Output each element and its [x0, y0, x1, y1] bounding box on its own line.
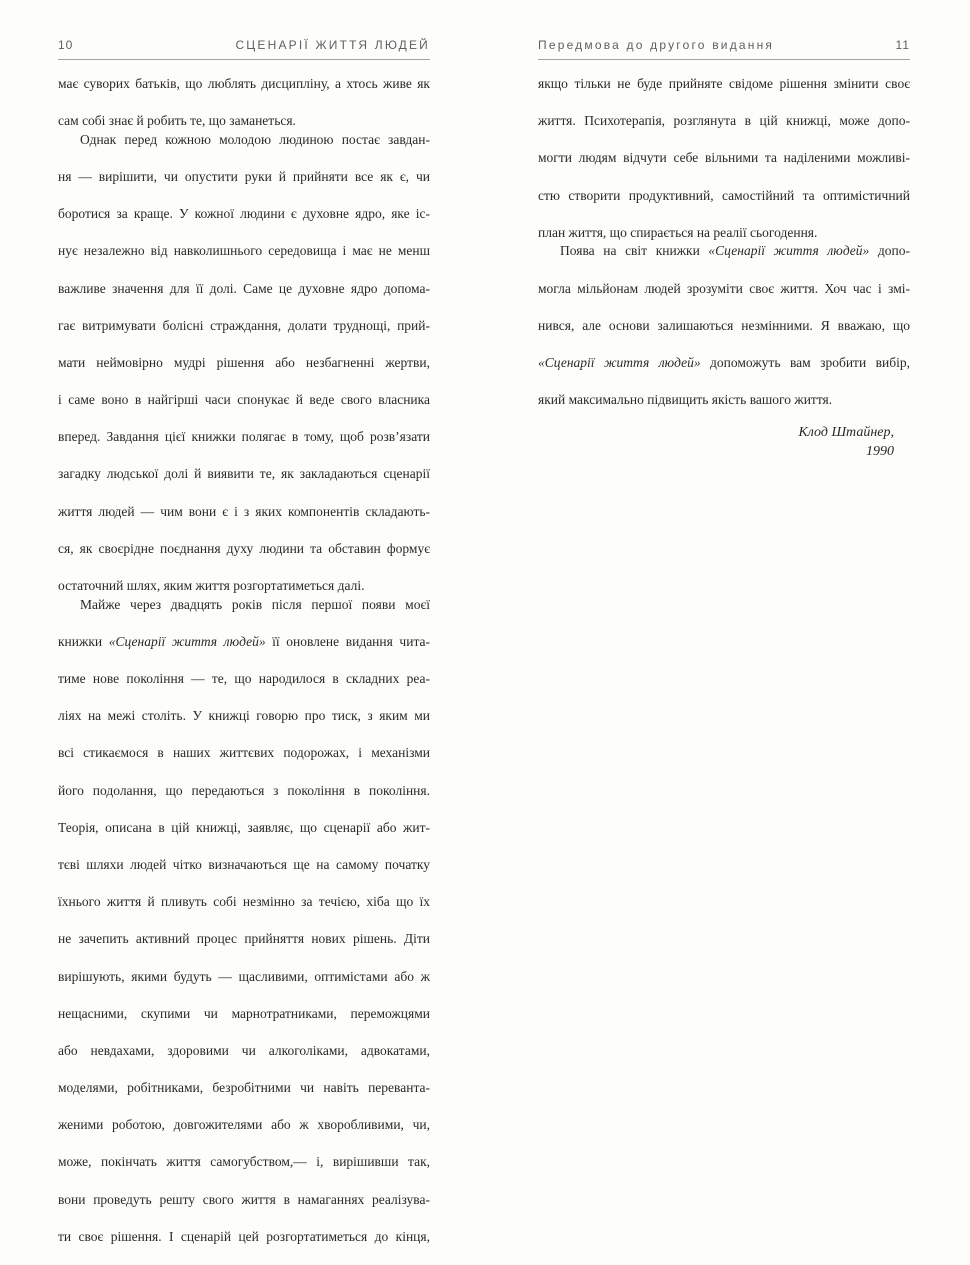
- text-line: Поява на світ книжки «Сценарії життя людей» допо-: [560, 243, 911, 259]
- text-line: може, покінчать життя самогубством,— і, вирішивши так,: [58, 1154, 430, 1170]
- left-running-title: СЦЕНАРІЇ ЖИТТЯ ЛЮДЕЙ: [235, 38, 430, 52]
- text-line: важливе значення для її долі. Саме це духовне ядро допома-: [58, 280, 430, 296]
- paragraph: [538, 242, 910, 409]
- text-line: ня — вирішити, чи опустити руки й прийняти все як є, чи: [58, 168, 430, 184]
- text-line: не зачепить активний процес прийняття нових рішень. Діти: [58, 931, 430, 947]
- text-line: план життя, що спирається на реалії сьогодення.: [538, 224, 818, 240]
- left-running-header: [58, 38, 430, 60]
- text-line: ся, як своєрідне поєднання духу людини та обставин формує: [58, 540, 430, 556]
- text-line: могти людям відчути себе вільними та наділеними можливі-: [538, 150, 910, 166]
- right-running-title: Передмова до другого видання: [538, 38, 775, 52]
- text-line: життя людей — чим вони є і з яких компонентів складають-: [58, 503, 430, 519]
- text-line: «Сценарії життя людей» допоможуть вам зробити вибір,: [538, 354, 910, 370]
- right-page-number: 11: [895, 38, 910, 52]
- paragraph: [58, 75, 430, 131]
- text-line: життя. Психотерапія, розглянута в цій книжці, може допо-: [538, 113, 910, 129]
- text-line: їхнього життя й пливуть собі незмінно за течією, хіба що їх: [58, 894, 430, 910]
- text-line: Однак перед кожною молодою людиною постає завдан-: [80, 131, 430, 147]
- text-line: вирішують, якими будуть — щасливими, оптимістами або ж: [58, 968, 430, 984]
- text-line: Майже через двадцять років після першої появи моєї: [80, 596, 430, 612]
- text-line: загадку людської долі й виявити те, як закладаються сценарії: [58, 466, 430, 482]
- text-line: тєві шляхи людей чітко визначаються ще на самому початку: [58, 856, 430, 872]
- text-line: боротися за краще. У кожної людини є духовне ядро, яке іс-: [58, 206, 430, 222]
- text-line: моделями, робітниками, безробітними чи навіть переванта-: [58, 1080, 430, 1096]
- text-line: остаточний шлях, яким життя розгортатиметься далі.: [58, 578, 365, 594]
- right-page-body: [538, 75, 910, 410]
- text-line: Теорія, описана в цій книжці, заявляє, що сценарії або жит-: [58, 819, 430, 835]
- paragraph: [58, 131, 430, 596]
- text-line: нує незалежно від навколишнього середовища і має не менш: [58, 243, 430, 259]
- text-line: мати неймовірно мудрі рішення або незбагненні жертви,: [58, 354, 430, 370]
- text-line: якщо тільки не буде прийняте свідоме рішення змінити своє: [538, 76, 910, 91]
- text-line: вони проведуть решту свого життя в намаганнях реалізува-: [58, 1191, 430, 1207]
- text-line: який максимально підвищить якість вашого життя.: [538, 392, 833, 408]
- text-line: вперед. Завдання цієї книжки полягає в тому, щоб розв’язати: [58, 429, 430, 445]
- text-line: або невдахами, здоровими чи алкоголіками, адвокатами,: [58, 1042, 430, 1058]
- left-page-number: 10: [58, 38, 74, 52]
- text-line: книжки «Сценарії життя людей» її оновлене видання чита-: [58, 633, 430, 649]
- signature-name: Клод Штайнер,: [798, 424, 894, 440]
- author-signature: [538, 423, 910, 462]
- text-line: сам собі знає й робить те, що заманеться.: [58, 113, 296, 129]
- text-line: женими роботою, довгожителями або ж хворобливими, чи,: [58, 1117, 430, 1133]
- left-page-body: [58, 75, 430, 1265]
- paragraph: [58, 596, 430, 1265]
- text-line: тиме нове покоління — те, що народилося в складних реа-: [58, 671, 430, 686]
- text-line: всі стикаємося в наших життєвих подорожах, і механізми: [58, 745, 430, 761]
- signature-year: 1990: [866, 444, 894, 460]
- text-line: стю створити продуктивний, самостійний та оптимістичний: [538, 187, 910, 203]
- text-line: ліях на межі століть. У книжці говорю про тиск, з яким ми: [58, 708, 430, 724]
- paragraph: [538, 75, 910, 242]
- right-running-header: [538, 38, 910, 60]
- text-line: його подолання, що передаються з покоління в покоління.: [58, 782, 430, 798]
- text-line: має суворих батьків, що люблять дисципліну, а хтось живе як: [58, 76, 430, 91]
- text-line: нився, але основи залишаються незмінними. Я вважаю, що: [538, 317, 910, 333]
- left-page: [58, 38, 430, 1265]
- text-line: нещасними, скупими чи марнотратниками, переможцями: [58, 1005, 430, 1021]
- text-line: гає витримувати болісні страждання, долати труднощі, прий-: [58, 317, 430, 333]
- text-line: і саме воно в найгірші часи спонукає й веде свого власника: [58, 392, 430, 408]
- text-line: могла мільйонам людей зрозуміти своє життя. Хоч час і змі-: [538, 280, 910, 296]
- text-line: ти своє рішення. І сценарій цей розгортатиметься до кінця,: [58, 1228, 430, 1244]
- right-page: [538, 38, 910, 462]
